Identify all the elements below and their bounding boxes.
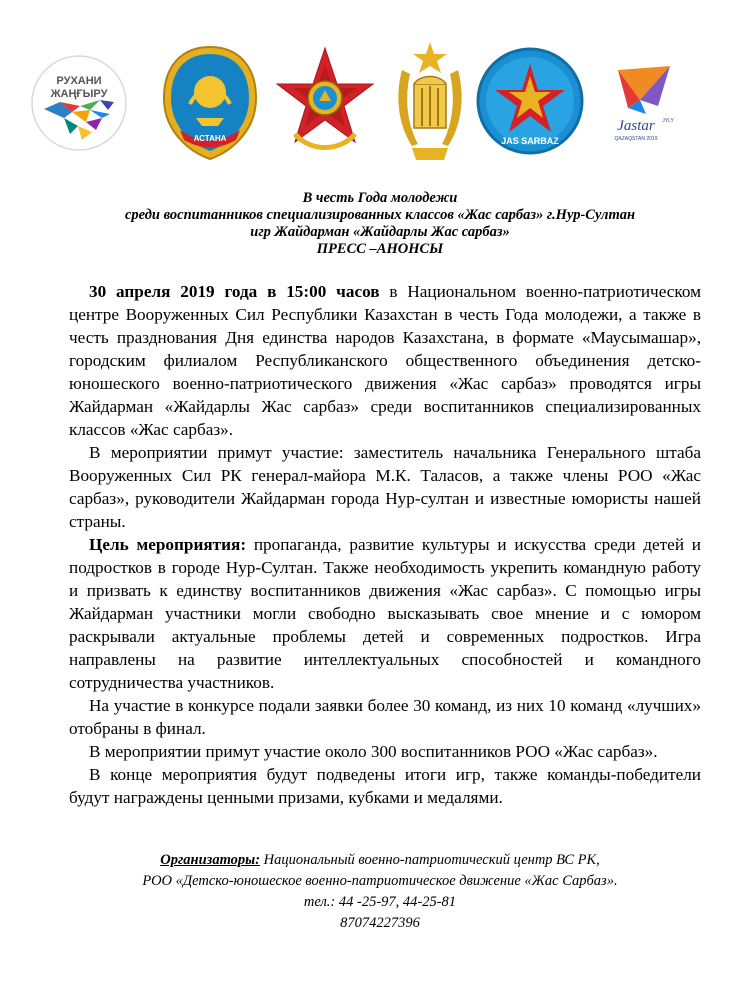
jastar-sub: QAZAQSTAN 2019: [614, 136, 658, 142]
organizers-footer: [60, 850, 700, 934]
jastar-text: Jastar: [617, 118, 655, 134]
paragraph-4: На участие в конкурсе подали заявки более 30 команд, из них 10 команд «лучших» отобраны в финал.: [69, 696, 701, 738]
heading-line-2: среди воспитанников специализированных классов «Жас сарбаз» г.Нур-Султан: [124, 207, 636, 223]
paragraph-2: В мероприятии примут участие: заместитель начальника Генерального штаба Вооруженных Сил РК генерал-майора М.К. Таласов, а также члены РОО «Жас сарбаз», руководители Жайдарман города Нур-султан и известные юмористы нашей страны.: [69, 443, 701, 531]
heading-line-3: игр Жайдарман «Жайдарлы Жас сарбаз»: [250, 224, 510, 240]
paragraph-6: В конце мероприятия будут подведены итоги игр, также команды-победители будут награждены ценными призами, кубками и медалями.: [69, 765, 701, 807]
event-datetime: 30 апреля 2019 года в 15:00 часов: [89, 282, 380, 301]
paragraph-1-text: в Национальном военно-патриотическом центре Вооруженных Сил Республики Казахстан в честь Года молодежи, а также в честь празднования Дня единства народов Казахстана, в формате «Маусымашар», городским филиалом Республиканского общественного объединения детско-юношеского военно-патриотического движения «Жас сарбаз» проводятся игры Жайдарман «Жайдарлы Жас сарбаз» среди воспитанников специализированных классов «Жас сарбаз».: [69, 282, 702, 439]
rukhani-zhangyru-logo: [30, 54, 128, 152]
astana-text: АСТАНА: [193, 134, 227, 143]
organizers-line-2: РОО «Детско-юношеское военно-патриотическое движение «Жас Сарбаз».: [142, 873, 618, 889]
jas-sarbaz-text: JAS SARBAZ: [501, 136, 559, 146]
armed-forces-star-emblem: [275, 46, 375, 158]
paragraph-1: [69, 280, 701, 441]
paragraph-3: [69, 533, 701, 694]
rukhani-line2: ЖАҢҒЫРУ: [50, 88, 108, 100]
gold-lyre-emblem: [390, 40, 470, 166]
goal-label: Цель мероприятия:: [89, 535, 247, 554]
paragraph-3-text: пропаганда, развитие культуры и искусства среди детей и подростков в городе Нур-Султан. Также необходимость укрепить командную работу и призвать к единству воспитанников движения «Жас сарбаз». С помощью игры Жайдарман участники могли свободно высказывать свое мнение и с юмором раскрывали актуальные проблемы детей и современных подростков. Игра направлены на развитие интеллектуальных способностей и командного сотрудничества участников.: [69, 535, 701, 692]
footer-line-1: [60, 850, 700, 871]
mobile-number: 87074227396: [340, 915, 420, 931]
jastar-year: JYLY: [662, 118, 674, 124]
paragraph-5: В мероприятии примут участие около 300 воспитанников РОО «Жас сарбаз».: [89, 742, 658, 761]
heading-line-1: В честь Года молодежи: [302, 190, 458, 206]
astana-emblem: [160, 44, 260, 162]
logo-row: [30, 40, 710, 170]
heading-line-4: ПРЕСС –АНОНСЫ: [316, 241, 444, 257]
rukhani-line1: РУХАНИ: [56, 75, 102, 87]
jastar-jyly-logo: [600, 60, 680, 150]
organizers-line-1: Национальный военно-патриотический центр ВС РК,: [260, 852, 600, 868]
document-body: [69, 280, 701, 809]
document-heading: [60, 190, 700, 258]
jas-sarbaz-logo: [475, 46, 585, 156]
phone-numbers: тел.: 44 -25-97, 44-25-81: [303, 894, 457, 910]
organizers-label: Организаторы:: [160, 852, 261, 868]
